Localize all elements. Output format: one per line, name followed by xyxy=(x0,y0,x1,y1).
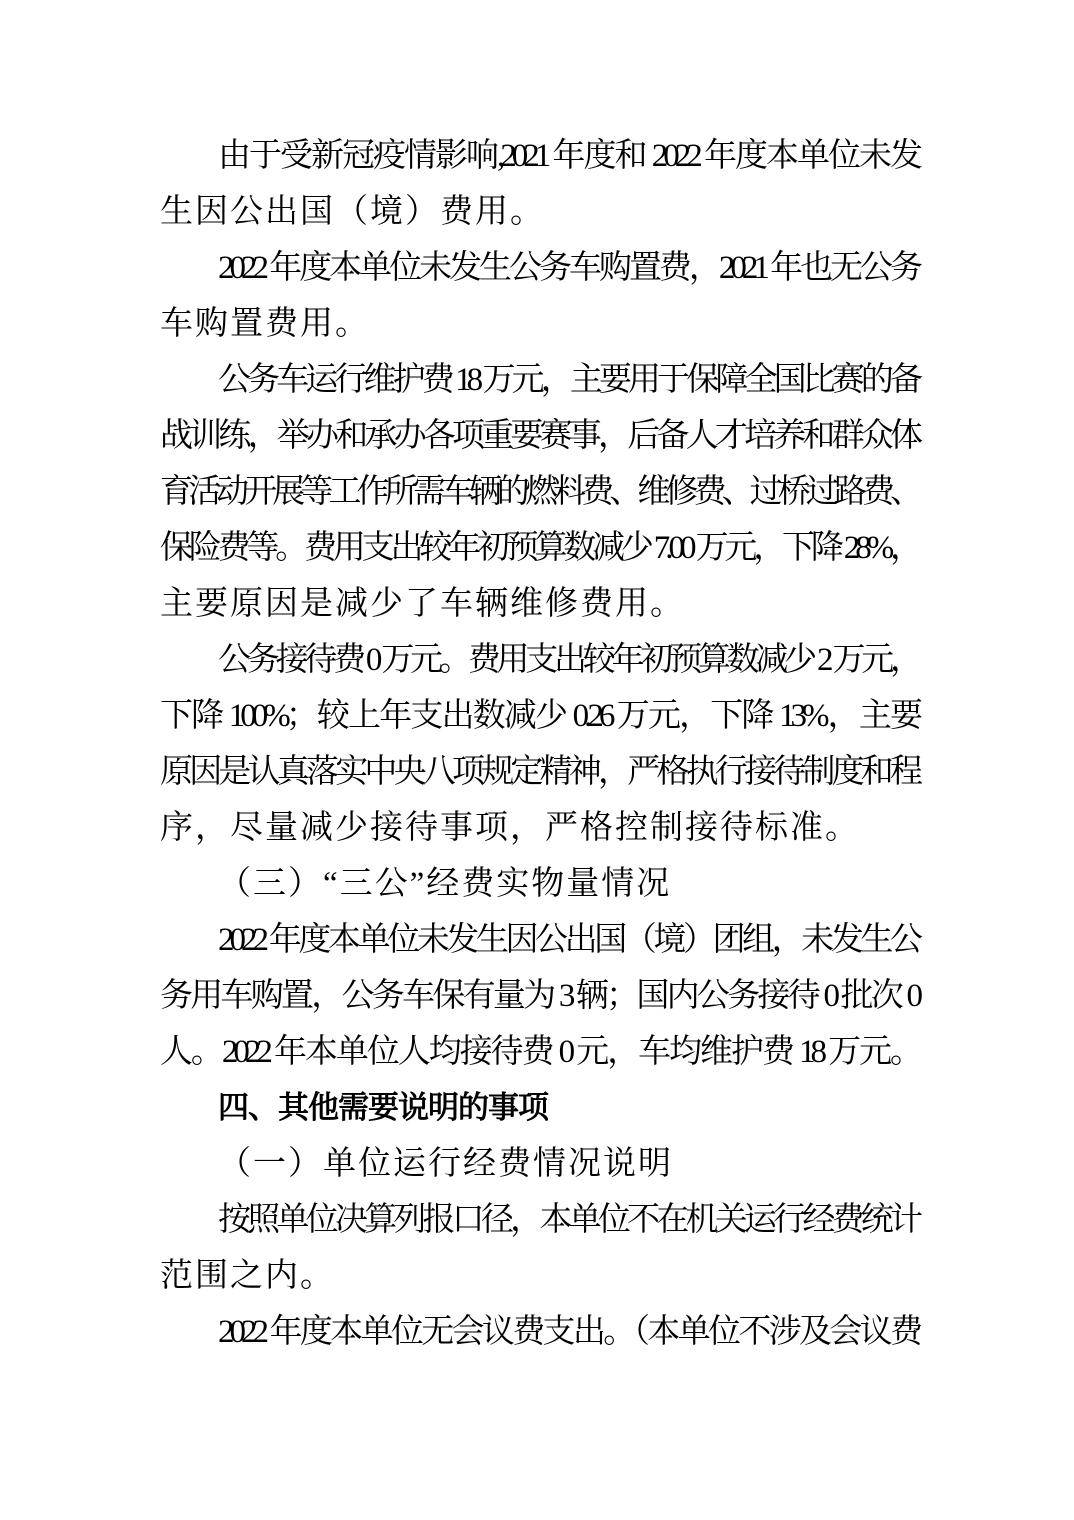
text-line: 2022 年度本单位无会议费支出。（本单位不涉及会议费 xyxy=(218,1314,918,1350)
text-line: 范围之内。 xyxy=(160,1258,335,1294)
subheading-operating-expense-note xyxy=(160,1136,918,1192)
para-official-reception-fee xyxy=(160,632,918,856)
document-text xyxy=(160,128,918,1360)
text-line: 原因是认真落实中央八项规定精神，严格执行接待制度和程 xyxy=(160,754,918,790)
text-line: 公务车运行维护费 18 万元，主要用于保障全国比赛的备 xyxy=(218,362,918,398)
para-no-meeting-fee xyxy=(160,1304,918,1360)
text-line: 2022 年度本单位未发生因公出国（境）团组，未发生公 xyxy=(218,922,918,958)
text-line: 主要原因是减少了车辆维修费用。 xyxy=(160,586,685,622)
text-line: 车购置费用。 xyxy=(160,306,370,342)
text-line: 务用车购置，公务车保有量为 3 辆；国内公务接待 0 批次 0 xyxy=(160,978,918,1014)
para-no-vehicle-purchase xyxy=(160,240,918,352)
text-line: 由于受新冠疫情影响,2021 年度和 2022 年度本单位未发 xyxy=(218,138,918,174)
heading-other-matters-label: 四、其他需要说明的事项 xyxy=(218,1090,548,1125)
text-line: 育活动开展等工作所需车辆的燃料费、维修费、过桥过路费、 xyxy=(160,474,918,510)
para-physical-quantity-detail xyxy=(160,912,918,1080)
text-line: 战训练，举办和承办各项重要赛事，后备人才培养和群众体 xyxy=(160,418,918,454)
subheading-three-public-funds-physical-label: （三）“三公”经费实物量情况 xyxy=(218,866,672,902)
text-line: 序，尽量减少接待事项，严格控制接待标准。 xyxy=(160,810,860,846)
para-vehicle-maintenance-fee xyxy=(160,352,918,632)
para-operating-expense-scope xyxy=(160,1192,918,1304)
subheading-three-public-funds-physical xyxy=(160,856,918,912)
subheading-operating-expense-note-label: （一）单位运行经费情况说明 xyxy=(218,1146,673,1182)
text-line: 保险费等。费用支出较年初预算数减少 7.00 万元，下降 28%， xyxy=(160,530,918,566)
text-line: 生因公出国（境）费用。 xyxy=(160,194,545,230)
text-line: 下降 100%；较上年支出数减少 0.26 万元，下降 13%，主要 xyxy=(160,698,918,734)
para-covid-no-abroad-expense xyxy=(160,128,918,240)
text-line: 公务接待费 0 万元。费用支出较年初预算数减少 2 万元， xyxy=(218,642,918,678)
text-line: 2022 年度本单位未发生公务车购置费，2021 年也无公务 xyxy=(218,250,918,286)
text-line: 人。2022 年本单位人均接待费 0 元，车均维护费 18 万元。 xyxy=(160,1034,918,1070)
heading-other-matters xyxy=(160,1080,918,1136)
text-line: 按照单位决算列报口径，本单位不在机关运行经费统计 xyxy=(218,1202,918,1238)
